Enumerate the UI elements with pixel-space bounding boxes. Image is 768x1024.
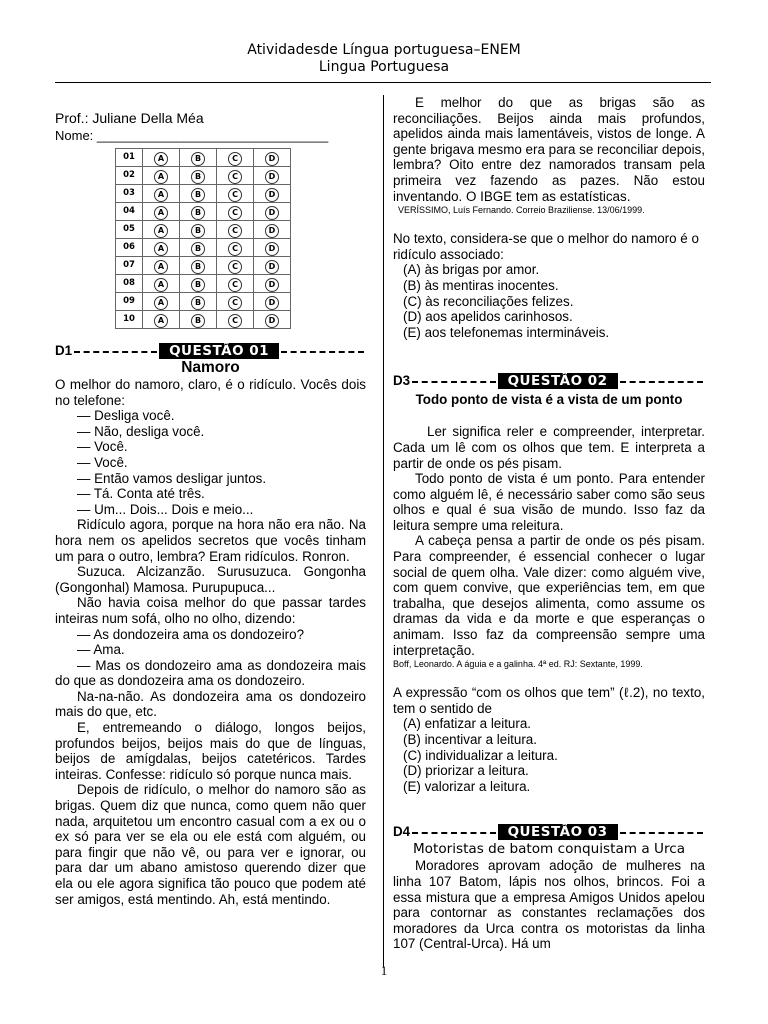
answer-options — [393, 262, 705, 340]
option-cell — [217, 311, 254, 329]
left-column — [55, 110, 366, 907]
dash-rule — [281, 351, 364, 353]
text-paragraph: E, entremeando o diálogo, longos beijos, profundos beijos, beijos mais do que de línguas, beijos de amígdalas, beijos catetéricos. Tardes inteiras. Confesse: ridículo só porque nunca mais. — [55, 720, 366, 782]
option-bubble[interactable]: C — [228, 314, 242, 328]
question-number: 03 — [116, 185, 143, 203]
answer-row — [116, 149, 291, 167]
option-cell — [217, 239, 254, 257]
option-cell — [180, 311, 217, 329]
text-body — [393, 424, 705, 658]
option-bubble[interactable]: A — [154, 296, 168, 310]
option-bubble[interactable]: B — [191, 152, 205, 166]
option-cell — [254, 185, 291, 203]
option-bubble[interactable]: A — [154, 152, 168, 166]
question-number: 10 — [116, 311, 143, 329]
option-bubble[interactable]: D — [265, 152, 279, 166]
option-bubble[interactable]: A — [154, 314, 168, 328]
teacher-name: Prof.: Juliane Della Méa — [55, 110, 204, 126]
text-title: Namoro — [181, 359, 240, 376]
option-bubble[interactable]: A — [154, 260, 168, 274]
text-reference: VERÍSSIMO, Luís Fernando. Correio Braziliense. 13/06/1999. — [398, 205, 645, 216]
question-tag: QUESTÃO 03 — [498, 824, 618, 840]
text-paragraph: Moradores aprovam adoção de mulheres na linha 107 Batom, lápis nos olhos, brincos. Foi a essa mistura que a empresa Amigos Unidos apelou para contornar as constantes reclamações dos moradores da Urca contra os motoristas da linha 107 (Central-Urca). Há um — [393, 858, 705, 952]
option-cell — [143, 203, 180, 221]
question-number: 06 — [116, 239, 143, 257]
text-reference: Boff, Leonardo. A águia e a galinha. 4ª ed. RJ: Sextante, 1999. — [393, 659, 643, 670]
option-cell — [180, 239, 217, 257]
answer-option[interactable]: (B) incentivar a leitura. — [403, 732, 537, 747]
option-bubble[interactable]: C — [228, 260, 242, 274]
text-paragraph: — As dondozeira ama os dondozeiro? — [77, 626, 305, 642]
option-bubble[interactable]: D — [265, 206, 279, 220]
option-bubble[interactable]: D — [265, 170, 279, 184]
page-number: 1 — [380, 963, 388, 978]
text-paragraph: — Desliga você. — [77, 408, 175, 424]
text-paragraph: — Então vamos desligar juntos. — [77, 470, 267, 486]
option-cell — [143, 239, 180, 257]
answer-option[interactable]: (D) aos apelidos carinhosos. — [403, 309, 573, 325]
option-bubble[interactable]: B — [191, 206, 205, 220]
text-title: Motoristas de batom conquistam a Urca — [412, 841, 686, 858]
option-cell — [143, 293, 180, 311]
option-cell — [180, 149, 217, 167]
text-paragraph: — Ama. — [77, 642, 125, 658]
option-bubble[interactable]: C — [228, 296, 242, 310]
option-cell — [217, 185, 254, 203]
option-cell — [143, 221, 180, 239]
answer-option[interactable]: (E) valorizar a leitura. — [403, 778, 531, 794]
answer-option[interactable]: (B) às mentiras inocentes. — [403, 277, 559, 293]
text-paragraph: — Um... Dois... Dois e meio... — [77, 501, 254, 517]
question-number: 01 — [116, 149, 143, 167]
answer-row — [116, 167, 291, 185]
option-bubble[interactable]: C — [228, 206, 242, 220]
option-cell — [180, 167, 217, 185]
option-bubble[interactable]: B — [191, 242, 205, 256]
question-prompt: No texto, considera-se que o melhor do namoro é o ridículo associado: — [393, 231, 699, 262]
option-cell — [254, 221, 291, 239]
question-number: 02 — [116, 167, 143, 185]
option-bubble[interactable]: D — [265, 188, 279, 202]
option-bubble[interactable]: B — [191, 260, 205, 274]
answer-option[interactable]: (C) às reconciliações felizes. — [403, 293, 574, 309]
question-prompt: A expressão “com os olhos que tem” (ℓ.2), no texto, tem o sentido de — [393, 685, 705, 716]
answer-row — [116, 311, 291, 329]
text-paragraph: Na-na-não. As dondozeira ama os dondozeiro mais do que, etc. — [55, 688, 366, 720]
option-cell — [254, 239, 291, 257]
option-bubble[interactable]: D — [265, 242, 279, 256]
text-paragraph: — Você. — [77, 439, 128, 455]
option-bubble[interactable]: D — [265, 314, 279, 328]
text-paragraph: — Você. — [77, 454, 128, 470]
option-cell — [254, 311, 291, 329]
text-paragraph: Ler significa reler e compreender, interpretar. Cada um lê com os olhos que tem. E interpreta a partir de onde os pés pisam. — [393, 424, 705, 471]
text-paragraph: Suzuca. Alcizanzão. Surusuzuca. Gongonha (Gongonhal) Mamosa. Purupupuca... — [55, 564, 366, 595]
option-bubble[interactable]: C — [228, 170, 242, 184]
answer-option[interactable]: (A) às brigas por amor. — [403, 262, 540, 278]
option-cell — [254, 149, 291, 167]
option-cell — [143, 167, 180, 185]
option-cell — [143, 257, 180, 275]
option-cell — [180, 203, 217, 221]
option-cell — [254, 203, 291, 221]
text-continuation: E melhor do que as brigas são as reconciliações. Beijos ainda mais profundos, apelidos ainda mais lamentáveis, vistos de longe. A gente brigava mesmo era para se reconciliar depois, lembra? Oito entre dez namorados transam pela primeira vez fazendo as pazes. Não estou inventando. O IBGE tem as estatísticas. — [393, 95, 705, 204]
text-title: Todo ponto de vista é a vista de um ponto — [415, 392, 683, 408]
option-cell — [180, 185, 217, 203]
answer-row — [116, 185, 291, 203]
option-cell — [143, 311, 180, 329]
option-bubble[interactable]: D — [265, 278, 279, 292]
option-bubble[interactable]: D — [265, 260, 279, 274]
dash-rule — [620, 832, 703, 834]
option-cell — [254, 275, 291, 293]
option-bubble[interactable]: C — [228, 278, 242, 292]
answer-row — [116, 257, 291, 275]
answer-option[interactable]: (A) enfatizar a leitura. — [403, 716, 532, 732]
answer-row — [116, 275, 291, 293]
option-bubble[interactable]: A — [154, 170, 168, 184]
answer-option[interactable]: (D) priorizar a leitura. — [403, 763, 529, 779]
option-bubble[interactable]: C — [228, 188, 242, 202]
answer-options — [393, 716, 705, 794]
text-paragraph: — Tá. Conta até três. — [77, 486, 205, 502]
option-cell — [143, 185, 180, 203]
option-bubble[interactable]: A — [154, 242, 168, 256]
option-cell — [217, 149, 254, 167]
option-cell — [217, 203, 254, 221]
option-cell — [143, 275, 180, 293]
option-bubble[interactable]: B — [191, 170, 205, 184]
option-cell — [143, 149, 180, 167]
option-bubble[interactable]: B — [191, 278, 205, 292]
question-number: 09 — [116, 293, 143, 311]
question-number: 05 — [116, 221, 143, 239]
text-paragraph: — Mas os dondozeiro ama as dondozeira mais do que as dondozeira ama os dondozeiro. — [55, 657, 366, 689]
question-tag: QUESTÃO 01 — [159, 343, 279, 359]
text-paragraph: Ridículo agora, porque na hora não era não. Na hora nem os apelidos secretos que vocês tinham um para o outro, lembra? Eram ridículos. Ronron. — [55, 517, 366, 564]
option-cell — [217, 293, 254, 311]
header-divider — [55, 82, 711, 83]
text-paragraph: A cabeça pensa a partir de onde os pés pisam. Para compreender, é essencial conhecer o lugar social de quem olha. Vale dizer: como alguém vive, com quem convive, que experiências tem, em que trabalha, que desejos alimenta, como assume os dramas da vida e da morte e que esperanças o animam. Isso faz da compreensão sempre uma interpretação. — [393, 533, 705, 658]
option-cell — [217, 167, 254, 185]
answer-sheet — [115, 148, 291, 329]
question-header-2 — [393, 373, 705, 389]
document-header — [0, 42, 768, 76]
text-paragraph: Todo ponto de vista é um ponto. Para entender como alguém lê, é necessário saber como são seus olhos e qual é sua visão de mundo. Isso faz da leitura sempre uma releitura. — [393, 471, 705, 533]
answer-row — [116, 221, 291, 239]
descriptor-label: D1 — [55, 343, 73, 358]
student-name-field[interactable]: Nome: ________________________________ — [55, 128, 329, 143]
option-bubble[interactable]: B — [191, 224, 205, 238]
option-cell — [217, 221, 254, 239]
header-line-1: Atividadesde Língua portuguesa–ENEM — [247, 42, 521, 58]
option-bubble[interactable]: B — [191, 188, 205, 202]
option-bubble[interactable]: A — [154, 224, 168, 238]
option-cell — [180, 257, 217, 275]
option-cell — [180, 293, 217, 311]
answer-row — [116, 203, 291, 221]
option-bubble[interactable]: C — [228, 224, 242, 238]
option-bubble[interactable]: C — [228, 242, 242, 256]
option-bubble[interactable]: D — [265, 224, 279, 238]
option-cell — [217, 275, 254, 293]
answer-row — [116, 293, 291, 311]
option-cell — [180, 275, 217, 293]
text-paragraph: O melhor do namoro, claro, é o ridículo. Vocês dois no telefone: — [55, 377, 366, 408]
question-number: 07 — [116, 257, 143, 275]
option-bubble[interactable]: B — [191, 314, 205, 328]
text-body — [55, 377, 366, 907]
right-column — [393, 95, 705, 952]
column-divider — [383, 95, 384, 967]
answer-row — [116, 239, 291, 257]
dash-rule — [620, 381, 703, 383]
dash-rule — [412, 832, 495, 834]
option-cell — [217, 257, 254, 275]
option-cell — [180, 221, 217, 239]
text-paragraph: Depois de ridículo, o melhor do namoro são as brigas. Quem diz que nunca, como quem não quer nada, arquitetou um encontro casual com a ex ou o ex só para ver se ela ou ele está com alguém, ou para fingir que não vê, ou para ver e ignorar, ou para dar um abano amistoso querendo dizer que ela ou ele agora significa tão pouco que podem até ser amigos, está mentindo. Ah, está mentindo. — [55, 782, 366, 907]
text-paragraph: — Não, desliga você. — [77, 423, 205, 439]
question-number: 04 — [116, 203, 143, 221]
option-cell — [254, 167, 291, 185]
header-line-2: Lingua Portuguesa — [318, 59, 450, 75]
option-cell — [254, 293, 291, 311]
descriptor-label: D3 — [393, 373, 411, 389]
answer-option[interactable]: (C) individualizar a leitura. — [403, 747, 558, 763]
descriptor-label: D4 — [393, 824, 411, 840]
question-header-3 — [393, 824, 705, 840]
question-header-1 — [55, 343, 366, 359]
option-bubble[interactable]: A — [154, 206, 168, 220]
option-cell — [254, 257, 291, 275]
option-bubble[interactable]: C — [228, 152, 242, 166]
option-bubble[interactable]: A — [154, 278, 168, 292]
option-bubble[interactable]: D — [265, 296, 279, 310]
dash-rule — [412, 381, 495, 383]
option-bubble[interactable]: A — [154, 188, 168, 202]
dash-rule — [74, 351, 157, 353]
question-tag: QUESTÃO 02 — [498, 373, 618, 389]
text-paragraph: Não havia coisa melhor do que passar tardes inteiras num sofá, olho no olho, dizendo: — [55, 595, 366, 626]
question-number: 08 — [116, 275, 143, 293]
option-bubble[interactable]: B — [191, 296, 205, 310]
answer-option[interactable]: (E) aos telefonemas intermináveis. — [403, 324, 610, 340]
